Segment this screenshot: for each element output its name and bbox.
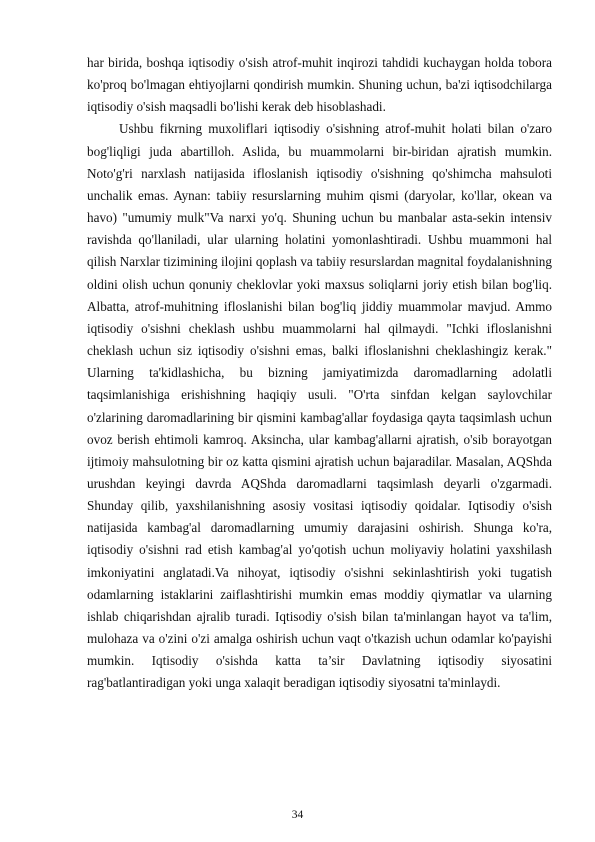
document-page bbox=[87, 52, 552, 695]
paragraph-1: har birida, boshqa iqtisodiy o'sish atrof-muhit inqirozi tahdidi kuchaygan holda tobora ko'proq bo'lmagan ehtiyojlarni qondirish mumkin. Shuning uchun, ba'zi iqtisodchilarga iqtisodiy o'sish maqsadli bo'lishi kerak deb hisoblashadi. bbox=[87, 55, 552, 115]
paragraph-2: Ushbu fikrning muxoliflari iqtisodiy o'sishning atrof-muhit holati bilan o'zaro bog'liqligi juda abartilloh. Aslida, bu muammolarni bir-biridan ajratish mumkin. Noto'g'ri narxlash natijasida ifloslanish iqtisodiy o'sishning qo'shimcha mahsuloti unchalik emas. Aynan: tabiiy resurslarning muhim qismi (daryolar, ko'llar, okean va havo) "umumiy mulk"Va narxi yo'q. Shuning uchun bu manbalar asta-sekin intensiv ravishda qo'llaniladi, ular ularning holatini yomonlashtiradi. Ushbu muammoni hal qilish Narxlar tizimining ilojini qoplash va tabiiy resurslardan magnital foydalanishning oldini olish uchun qonuniy cheklovlar yoki maxsus soliqlarni joriy etish bilan bog'liq. Albatta, atrof-muhitning ifloslanishi bilan bog'liq jiddiy muammolar mavjud. Ammo iqtisodiy o'sishni cheklash ushbu muammolarni hal qilmaydi. "Ichki ifloslanishni cheklash uchun siz iqtisodiy o'sishni emas, balki ifloslanishni cheklashingiz kerak." Ularning ta'kidlashicha, bu bizning jamiyatimizda daromadlarning adolatli taqsimlanishiga erishishning haqiqiy usuli. "O'rta sinfdan kelgan saylovchilar o'zlarining daromadlarining bir qismini kambag'allar foydasiga qayta taqsimlash uchun ovoz berish ehtimoli kamroq. Aksincha, ular kambag'allarni ajratish, o'sib borayotgan ijtimoiy mahsulotning bir oz katta qismini ajratish uchun bajaradilar. Masalan, AQShda urushdan keyingi davrda AQShda daromadlarni taqsimlash deyarli o'zgarmadi. Shunday qilib, yaxshilanishning asosiy vositasi iqtisodiy qoidalar. Iqtisodiy o'sish natijasida kambag'al daromadlarning umumiy darajasini oshirish. Shunga ko'ra, iqtisodiy o'sishni rad etish kambag'al yo'qotish uchun moliyaviy holatini yaxshilash imkoniyatini anglatadi.Va nihoyat, iqtisodiy o'sishni sekinlashtirish yoki tugatish odamlarning istaklarini zaiflashtirishi mumkin emas moddiy qiymatlar va ularning ishlab chiqarishdan ajralib turadi. Iqtisodiy o'sish bilan ta'minlangan hayot va ta'lim, mulohaza va o'zini o'zi amalga oshirish uchun vaqt o'tkazish uchun odamlar ko'payishi mumkin. Iqtisodiy o'sishda katta ta’sir Davlatning iqtisodiy siyosatini rag'batlantiradigan yoki unga xalaqit beradigan iqtisodiy siyosatni ta'minlaydi. bbox=[87, 121, 552, 691]
page-number: 34 bbox=[291, 809, 304, 821]
